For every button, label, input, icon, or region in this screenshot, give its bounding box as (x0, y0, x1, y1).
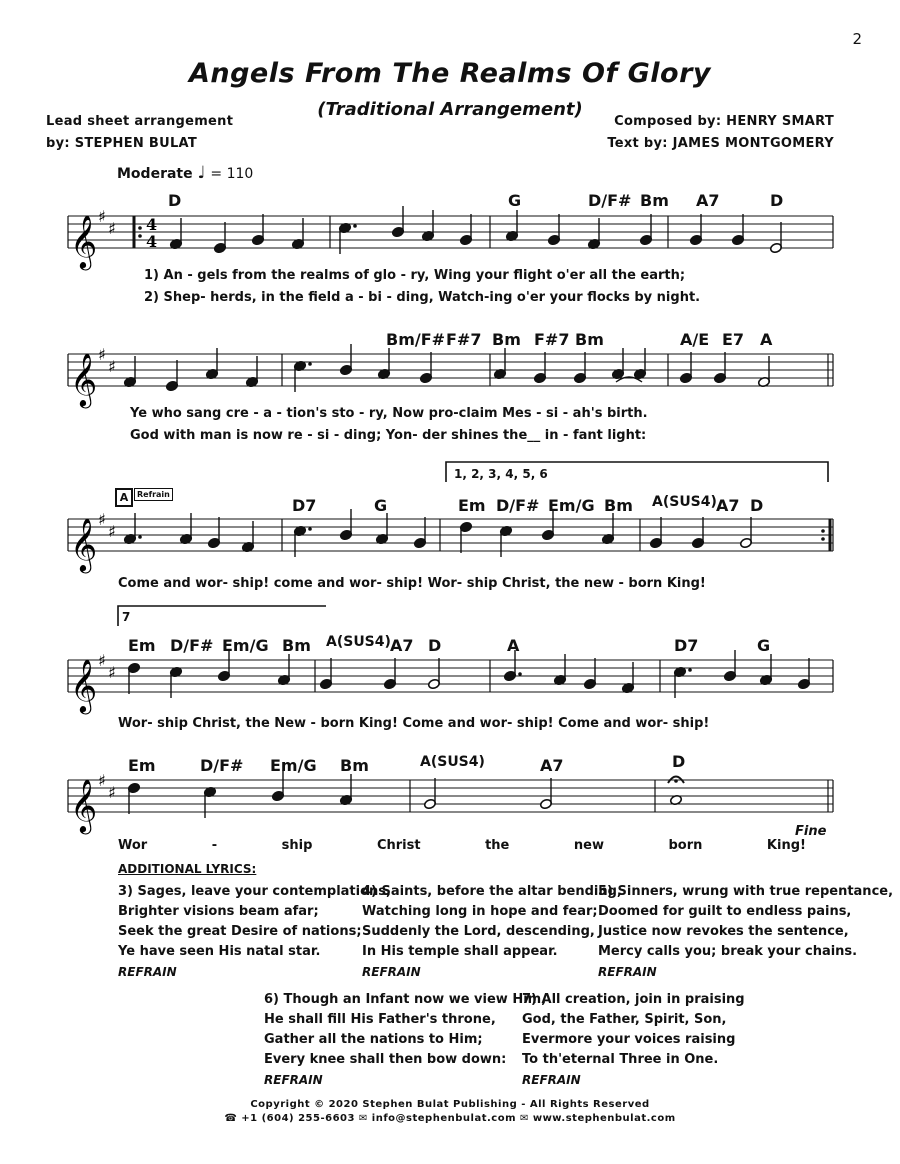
verse-6 (264, 990, 546, 1090)
lyrics-s2-verse2: God with man is now re - si - ding; Yon- der shines the__ in - fant light: (130, 428, 647, 443)
chord-s5-7: D (672, 752, 686, 771)
verse-line: Doomed for guilt to endless pains, (598, 904, 852, 919)
verse-line: 3) Sages, leave your contemplations, (118, 884, 391, 899)
verse-line: Suddenly the Lord, descending, (362, 924, 595, 939)
verse-line: In His temple shall appear. (362, 944, 558, 959)
treble-clef-icon: 𝄞 (70, 214, 98, 268)
lyrics-s1-verse2: 2) Shep- herds, in the field a - bi - ding, Watch-ing o'er your flocks by night. (144, 290, 701, 305)
lyrics-s3: Come and wor- ship! come and wor- ship! Wor- ship Christ, the new - born King! (118, 576, 706, 591)
lyrics-s2-verse1: Ye who sang cre - a - tion's sto - ry, Now pro-claim Mes - si - ah's birth. (130, 406, 648, 421)
verse-7 (522, 990, 745, 1090)
repeat-dot (138, 226, 142, 230)
dot (308, 362, 312, 366)
chord-s2-3: Bm (492, 330, 521, 349)
verse-refrain: REFRAIN (264, 1073, 323, 1087)
verse-line: Watching long in hope and fear; (362, 904, 598, 919)
sharp-icon: ♯ (108, 783, 116, 802)
chord-s4-5: A(SUS4) (326, 634, 391, 650)
verse-refrain: REFRAIN (598, 965, 657, 979)
second-ending-bracket (118, 606, 326, 626)
chord-s3-6: Bm (604, 496, 633, 515)
song-subtitle: (Traditional Arrangement) (317, 99, 583, 120)
chord-s1-1: D (168, 191, 182, 210)
quarter-note-icon: ♩ (197, 163, 206, 183)
verse-line: 6) Though an Infant now we view Him, (264, 992, 547, 1007)
verse-line: Seek the great Desire of nations; (118, 924, 362, 939)
sharp-icon: ♯ (98, 207, 106, 226)
chord-s5-3: Em/G (270, 756, 317, 775)
additional-lyrics-title: ADDITIONAL LYRICS: (118, 862, 257, 876)
chord-s3-2: G (374, 496, 388, 515)
verse-refrain: REFRAIN (522, 1073, 581, 1087)
chord-s3-5: Em/G (548, 496, 595, 515)
dot (308, 527, 312, 531)
lyrics-s4: Wor- ship Christ, the New - born King! Come and wor- ship! Come and wor- ship! (118, 716, 710, 731)
chord-s5-2: D/F# (200, 756, 244, 775)
verse-line: 7) All creation, join in praising (522, 992, 745, 1007)
verse-refrain: REFRAIN (362, 965, 421, 979)
chord-s4-1: Em (128, 636, 156, 655)
treble-clef-icon: 𝄞 (70, 778, 98, 832)
fine-marking: Fine (795, 824, 827, 839)
chord-s2-6: A/E (680, 330, 710, 349)
time-signature-top: 4 (146, 215, 158, 234)
verse-line: Ye have seen His natal star. (118, 944, 321, 959)
dot (688, 668, 692, 672)
chord-s5-4: Bm (340, 756, 369, 775)
chord-s1-2: G (508, 191, 522, 210)
dot (353, 224, 357, 228)
verse-line: Mercy calls you; break your chains. (598, 944, 858, 959)
treble-clef-icon: 𝄞 (70, 658, 98, 712)
sharp-icon: ♯ (108, 663, 116, 682)
repeat-dot (821, 529, 825, 533)
verse-line: 4) Saints, before the altar bending, (362, 884, 622, 899)
verse-line: God, the Father, Spirit, Son, (522, 1012, 727, 1027)
chord-s5-1: Em (128, 756, 156, 775)
refrain-label: Refrain (134, 488, 173, 501)
chord-s2-4: F#7 (534, 330, 570, 349)
verse-line: He shall fill His Father's throne, (264, 1012, 496, 1027)
time-signature-bottom: 4 (146, 232, 158, 251)
lyrics-s1-verse1: 1) An - gels from the realms of glo - ry, Wing your flight o'er all the earth; (144, 268, 686, 283)
chord-s3-1: D7 (292, 496, 317, 515)
chord-s4-8: A (507, 636, 520, 655)
verse-4 (362, 882, 622, 982)
sharp-icon: ♯ (108, 219, 116, 238)
verse-5 (598, 882, 893, 982)
verse-line: Justice now revokes the sentence, (598, 924, 849, 939)
chord-s3-7: A(SUS4) (652, 494, 717, 510)
chord-s2-8: A (760, 330, 773, 349)
treble-clef-icon: 𝄞 (70, 517, 98, 571)
tempo-label: Moderate (117, 166, 193, 182)
chord-s2-5: Bm (575, 330, 604, 349)
song-title: Angels From The Realms Of Glory (188, 58, 712, 89)
page-number: 2 (852, 30, 862, 48)
first-ending-label: 1, 2, 3, 4, 5, 6 (454, 467, 548, 481)
chord-s2-7: E7 (722, 330, 745, 349)
chord-s4-3: Em/G (222, 636, 269, 655)
lyricist-credit: Text by: JAMES MONTGOMERY (607, 136, 834, 151)
verse-line: 5) Sinners, wrung with true repentance, (598, 884, 894, 899)
chord-s3-9: D (750, 496, 764, 515)
composer-credit: Composed by: HENRY SMART (614, 114, 834, 129)
second-ending-label: 7 (122, 610, 131, 624)
sharp-icon: ♯ (108, 357, 116, 376)
chord-s1-4: Bm (640, 191, 669, 210)
chord-s3-8: A7 (716, 496, 740, 515)
chord-s4-4: Bm (282, 636, 311, 655)
verse-refrain: REFRAIN (118, 965, 177, 979)
arrangement-line1: Lead sheet arrangement (46, 114, 234, 129)
verse-line: Gather all the nations to Him; (264, 1032, 483, 1047)
tempo-value: = 110 (210, 166, 254, 182)
sharp-icon: ♯ (98, 345, 106, 364)
verse-line: Every knee shall then bow down: (264, 1052, 507, 1067)
verse-3 (118, 882, 391, 982)
footer-copyright: Copyright © 2020 Stephen Bulat Publishing - All Rights Reserved (250, 1099, 650, 1110)
chord-s4-7: D (428, 636, 442, 655)
chord-s4-2: D/F# (170, 636, 214, 655)
arrangement-line2: by: STEPHEN BULAT (46, 136, 198, 151)
chord-s4-10: G (757, 636, 771, 655)
chord-s4-6: A7 (390, 636, 414, 655)
chord-s4-9: D7 (674, 636, 699, 655)
dot (518, 672, 522, 676)
treble-clef-icon: 𝄞 (70, 352, 98, 406)
footer-contact: ☎ +1 (604) 255-6603 ✉ info@stephenbulat.com ✉ www.stephenbulat.com (224, 1113, 676, 1124)
sharp-icon: ♯ (108, 522, 116, 541)
dot (138, 535, 142, 539)
lyrics-s5: Wor - ship Christ the new born King! (118, 838, 806, 853)
repeat-dot (821, 537, 825, 541)
sharp-icon: ♯ (98, 651, 106, 670)
verse-line: Brighter visions beam afar; (118, 904, 319, 919)
fermata-dot (674, 779, 678, 783)
rehearsal-mark: A (115, 488, 133, 507)
sharp-icon: ♯ (98, 510, 106, 529)
sharp-icon: ♯ (98, 771, 106, 790)
chord-s2-1: Bm/F# (386, 330, 446, 349)
chord-s3-3: Em (458, 496, 486, 515)
chord-s1-3: D/F# (588, 191, 632, 210)
chord-s1-5: A7 (696, 191, 720, 210)
chord-s1-6: D (770, 191, 784, 210)
verse-line: Evermore your voices raising (522, 1032, 736, 1047)
repeat-dot (138, 234, 142, 238)
chord-s5-6: A7 (540, 756, 564, 775)
chord-s5-5: A(SUS4) (420, 754, 485, 770)
chord-s3-4: D/F# (496, 496, 540, 515)
verse-line: To th'eternal Three in One. (522, 1052, 719, 1067)
chord-s2-2: F#7 (446, 330, 482, 349)
